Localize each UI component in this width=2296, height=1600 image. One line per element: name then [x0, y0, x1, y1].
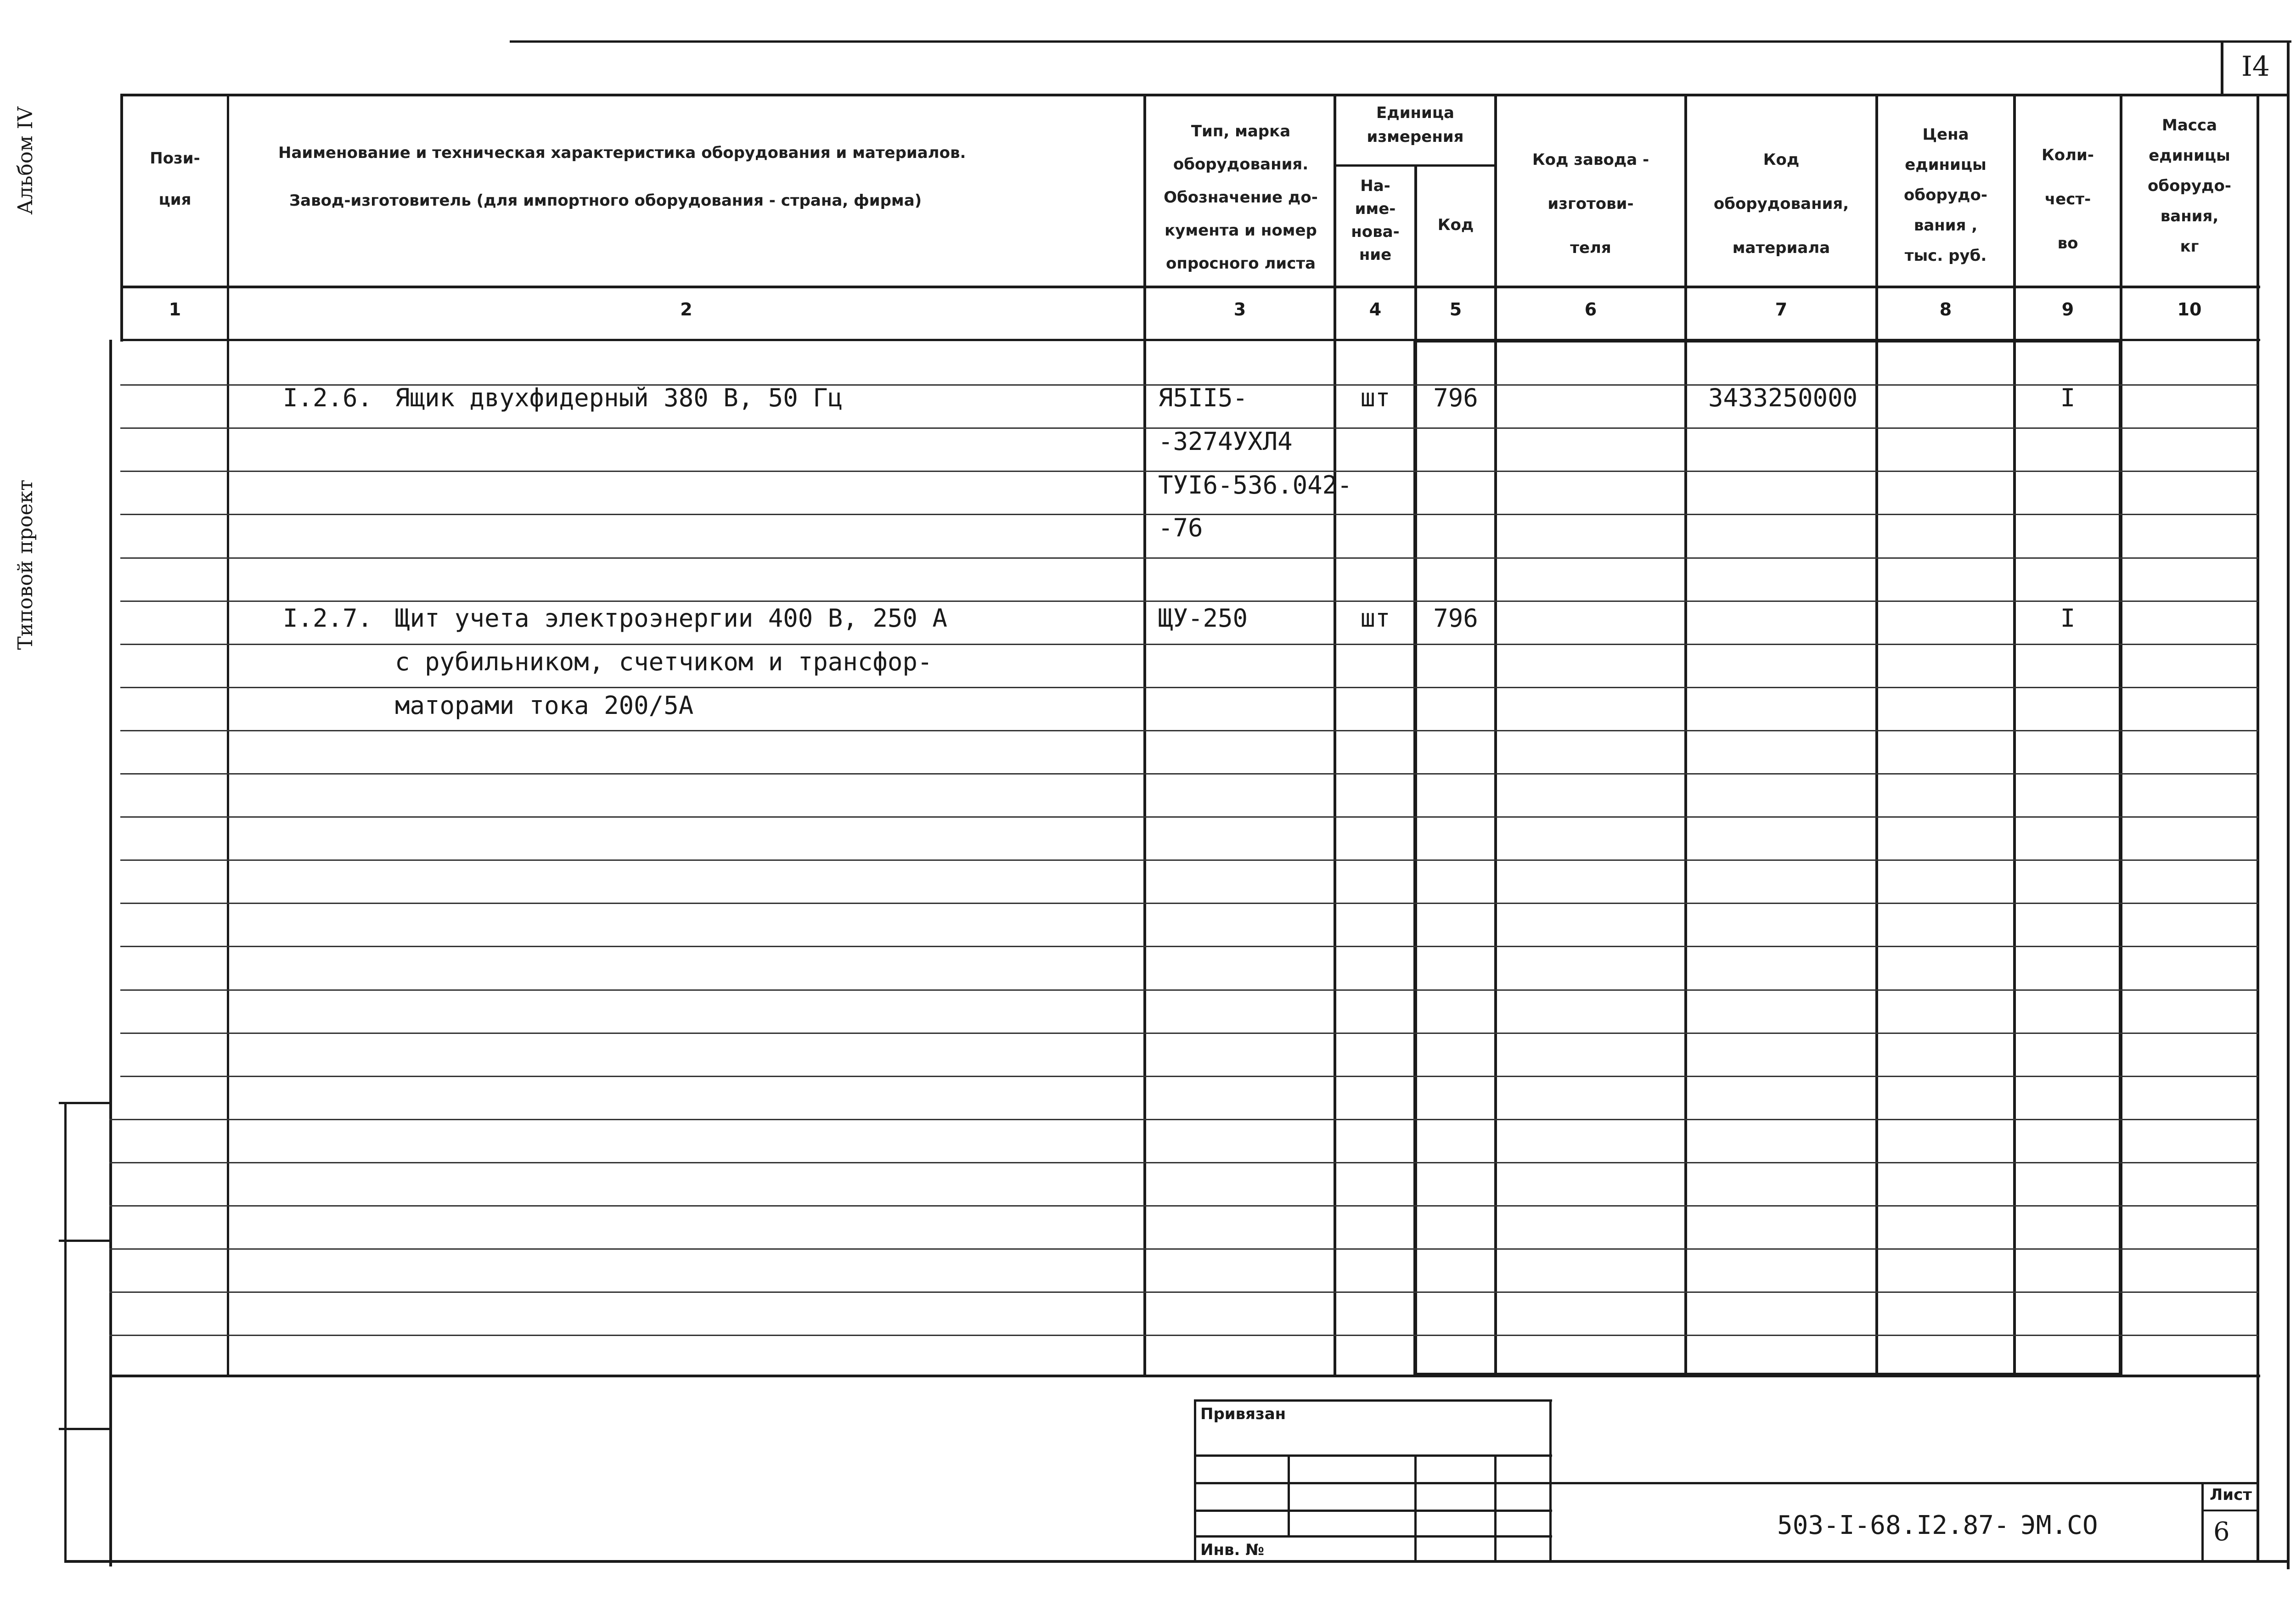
row-line [120, 1033, 2258, 1034]
row-line [109, 1162, 2258, 1163]
header-unit-name-line: име- [1355, 200, 1396, 218]
header-type-line: Обозначение до- [1164, 188, 1318, 207]
sheet-number: 6 [2213, 1517, 2230, 1547]
row-line [109, 1205, 2258, 1207]
header-price-line: оборудо- [1904, 186, 1987, 204]
unit-group-line [1334, 164, 1495, 167]
row-line [120, 816, 2258, 818]
stamp-h1 [1194, 1454, 1552, 1457]
row-line [109, 1119, 2258, 1120]
header-price-line: единицы [1905, 156, 1986, 174]
sheet-box-left [2221, 40, 2223, 95]
row-line [120, 601, 2258, 602]
header-unit-group-line: Единица [1376, 104, 1454, 122]
header-type-line: кумента и номер [1165, 221, 1317, 240]
cell-unit-code: 796 [1433, 383, 1478, 412]
col-sep-6 [1684, 94, 1687, 1376]
row-line [109, 1248, 2258, 1250]
column-number: 3 [1233, 299, 1246, 320]
column-number: 5 [1449, 299, 1462, 320]
sheet-box-right [2287, 40, 2290, 1569]
stamp-v2 [1414, 1454, 1417, 1563]
cell-name: Щит учета электроэнергии 400 В, 250 А [395, 604, 947, 633]
row-line [120, 773, 2258, 775]
column-number: 10 [2177, 299, 2202, 320]
header-type-line: опросного листа [1165, 254, 1316, 273]
header-material-code-line: Код [1763, 151, 1800, 169]
header-unit-name-line: На- [1360, 177, 1390, 195]
cell-type: Я5II5- [1158, 383, 1248, 412]
header-price-line: тыс. руб. [1904, 247, 1987, 265]
header-name-line: Наименование и техническая характеристика оборудования и материалов. [278, 144, 966, 162]
stamp-right [1549, 1399, 1552, 1563]
stamp-top [1194, 1399, 1552, 1402]
header-mass-line: кг [2180, 237, 2199, 256]
stamp-main-top [1549, 1482, 2259, 1484]
header-bottom [120, 286, 2260, 288]
col-sep-7 [1875, 94, 1878, 1376]
header-mass-line: вания, [2160, 207, 2219, 225]
col-sep-5 [1494, 94, 1497, 1376]
row-line [120, 859, 2258, 861]
header-mass-line: оборудо- [2148, 177, 2231, 195]
sheet-cell-left [2201, 1482, 2204, 1563]
cell-name: маторами тока 200/5А [395, 691, 694, 720]
table-top [120, 94, 2290, 96]
cell-type: ЩУ-250 [1158, 604, 1248, 633]
header-name-line: Завод-изготовитель (для импортного оборудования - страна, фирма) [289, 191, 922, 210]
margin-vert-1 [64, 1102, 67, 1563]
cell-type: ТУI6-536.042- [1158, 471, 1352, 500]
header-mass-line: единицы [2149, 146, 2230, 165]
header-position-line: ция [158, 191, 191, 209]
column-number: 7 [1775, 299, 1788, 320]
cell-name: с рубильником, счетчиком и трансфор- [395, 647, 933, 676]
row-line [120, 903, 2258, 904]
cell-unit-code: 796 [1433, 604, 1478, 633]
header-material-code-line: материала [1732, 239, 1830, 257]
inv-label: Инв. № [1200, 1541, 1265, 1559]
top-border [510, 40, 2291, 43]
stamp-v1 [1288, 1454, 1290, 1537]
header-price-line: Цена [1922, 125, 1969, 144]
right-inner [2257, 94, 2259, 1563]
col-sep-8 [2013, 94, 2016, 1376]
thick-box-top [1414, 339, 2122, 342]
column-number: 4 [1369, 299, 1382, 320]
sheet-cell-mid [2201, 1510, 2259, 1511]
row-line [120, 730, 2258, 731]
header-price-line: вания , [1913, 216, 1978, 235]
col-sep-2 [1143, 94, 1146, 1376]
cell-unit: шт [1360, 383, 1390, 412]
column-number: 2 [680, 299, 692, 320]
row-line [109, 1335, 2258, 1336]
row-line [120, 946, 2258, 947]
col-sep-3 [1334, 94, 1336, 1376]
cell-position: I.2.6. [283, 383, 373, 412]
column-number: 6 [1584, 299, 1597, 320]
header-material-code-line: оборудования, [1713, 195, 1849, 213]
stamp-v3 [1494, 1454, 1497, 1563]
stamp-h4 [1194, 1535, 1552, 1538]
album-label: Альбом IV [14, 107, 37, 215]
cell-name: Ящик двухфидерный 380 В, 50 Гц [395, 383, 843, 412]
thick-box-left [1413, 339, 1417, 1376]
cell-quantity: I [2060, 604, 2076, 633]
bound-label: Привязан [1200, 1405, 1286, 1423]
cell-position: I.2.7. [283, 604, 373, 633]
row-line [120, 1076, 2258, 1077]
column-number: 1 [169, 299, 181, 320]
header-factory-code-line: теля [1570, 239, 1611, 257]
header-factory-code-line: изготови- [1548, 195, 1634, 213]
row-line [120, 557, 2258, 559]
doc-suffix: ЭМ.СО [2020, 1510, 2098, 1540]
doc-code: 503-I-68.I2.87- [1777, 1510, 2009, 1540]
header-position-line: Пози- [150, 149, 200, 168]
header-factory-code-line: Код завода - [1532, 151, 1649, 169]
table-left-lower [109, 340, 112, 1566]
sheet-label: Лист [2210, 1486, 2252, 1504]
header-unit-group-line: измерения [1367, 128, 1464, 146]
header-mass-line: Масса [2161, 116, 2217, 135]
cell-quantity: I [2060, 383, 2076, 412]
stamp-h2 [1194, 1482, 1552, 1484]
stamp-h3 [1194, 1510, 1552, 1512]
cell-type: -76 [1158, 513, 1203, 542]
column-number: 8 [1939, 299, 1952, 320]
thick-box-bottom [1414, 1373, 2122, 1376]
stamp-left [1194, 1399, 1196, 1563]
header-type-line: оборудования. [1173, 155, 1309, 174]
header-quantity-line: во [2057, 234, 2078, 253]
header-unit-code-line: Код [1437, 216, 1474, 234]
header-unit-name-line: ние [1359, 246, 1392, 264]
row-line [120, 644, 2258, 645]
cell-material-code: 3433250000 [1708, 383, 1858, 412]
col-sep-1 [227, 94, 229, 1376]
header-type-line: Тип, марка [1191, 122, 1291, 140]
thick-box-right [2119, 339, 2122, 1376]
cell-type: -3274УХЛ4 [1158, 427, 1293, 456]
header-quantity-line: чест- [2044, 190, 2091, 208]
page-bottom [64, 1560, 2290, 1563]
project-label: Типовой проект [14, 479, 37, 650]
row-line [120, 989, 2258, 991]
header-quantity-line: Коли- [2042, 146, 2094, 164]
row-line [109, 1291, 2258, 1293]
column-number: 9 [2061, 299, 2074, 320]
header-unit-name-line: нова- [1351, 223, 1400, 241]
cell-unit: шт [1360, 604, 1390, 633]
row-line [120, 687, 2258, 688]
sheet-number-top: I4 [2241, 51, 2270, 83]
